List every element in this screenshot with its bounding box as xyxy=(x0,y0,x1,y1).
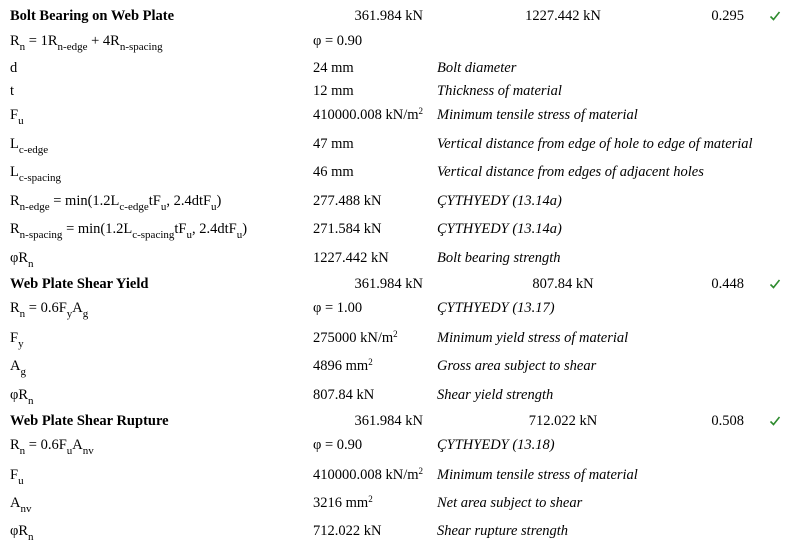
param-value: 12 mm xyxy=(313,83,354,99)
param-description: Bolt diameter xyxy=(437,60,517,76)
formula-label: $R_n = 0.6F_yA_g$ xyxy=(10,300,89,320)
param-description: Vertical distance from edges of adjacent holes xyxy=(437,164,704,180)
check-icon xyxy=(764,413,786,432)
param-symbol: $A_g$ xyxy=(10,358,26,378)
param-symbol: $F_u$ xyxy=(10,467,24,487)
result-symbol: $\varphi R_n$ xyxy=(10,523,34,543)
ratio-value: 0.508 xyxy=(711,413,744,429)
section-header-bolt-bearing xyxy=(0,8,806,30)
result-value: 712.022 kN xyxy=(313,523,382,539)
param-value: 3216 $mm^2$ xyxy=(313,494,373,511)
formula-label: $R_{n-edge} = \min(1.2L_{c-edge}tF_u$, 2.4dtF$_u$) xyxy=(10,193,222,213)
param-value: 47 mm xyxy=(313,136,354,152)
demand-value: 361.984 kN xyxy=(354,8,423,24)
param-symbol: $F_u$ xyxy=(10,107,24,127)
check-icon xyxy=(764,276,786,295)
formula-value: 277.488 kN xyxy=(313,193,382,209)
param-symbol: $A_{nv}$ xyxy=(10,495,32,515)
code-reference: ÇYTHYEDY (13.18) xyxy=(437,437,555,453)
code-reference: ÇYTHYEDY (13.17) xyxy=(437,300,555,316)
capacity-value: 1227.442 kN xyxy=(525,8,601,24)
demand-value: 361.984 kN xyxy=(354,276,423,292)
param-value: 46 mm xyxy=(313,164,354,180)
param-description: Vertical distance from edge of hole to edge of material xyxy=(437,136,753,152)
check-icon xyxy=(764,8,786,27)
ratio-value: 0.448 xyxy=(711,276,744,292)
formula-label: $R_{n-spacing} = \min(1.2L_{c-spacing}tF_u$, 2.4dtF$_u$) xyxy=(10,221,248,241)
param-description: Minimum tensile stress of material xyxy=(437,107,638,123)
section-title: Web Plate Shear Rupture xyxy=(10,413,169,429)
param-symbol: t xyxy=(10,83,15,99)
param-value: 410000.008 $kN/m^2$ xyxy=(313,106,424,123)
param-description: Thickness of material xyxy=(437,83,562,99)
param-symbol: $L_{c-spacing}$ xyxy=(10,164,62,184)
demand-value: 361.984 kN xyxy=(354,413,423,429)
phi-value: φ = 1.00 xyxy=(313,300,363,316)
param-value: 275000 $kN/m^2$ xyxy=(313,329,398,346)
result-value: 1227.442 kN xyxy=(313,250,389,266)
result-description: Shear rupture strength xyxy=(437,523,569,539)
param-symbol: d xyxy=(10,60,18,76)
param-value: 4896 $mm^2$ xyxy=(313,357,373,374)
param-description: Minimum tensile stress of material xyxy=(437,467,638,483)
code-reference: ÇYTHYEDY (13.14a) xyxy=(437,193,562,209)
phi-value: φ = 0.90 xyxy=(313,437,363,453)
phi-value: φ = 0.90 xyxy=(313,33,363,49)
ratio-value: 0.295 xyxy=(711,8,744,24)
formula-value: 271.584 kN xyxy=(313,221,382,237)
result-description: Shear yield strength xyxy=(437,387,554,403)
capacity-value: 807.84 kN xyxy=(532,276,594,292)
section-title: Web Plate Shear Yield xyxy=(10,276,149,292)
section-title: Bolt Bearing on Web Plate xyxy=(10,8,175,24)
param-description: Gross area subject to shear xyxy=(437,358,597,374)
param-value: 24 mm xyxy=(313,60,354,76)
formula-label: $R_n = 1R_{n-edge} + 4R_{n-spacing}$ xyxy=(10,33,163,53)
param-description: Net area subject to shear xyxy=(437,495,583,511)
capacity-value: 712.022 kN xyxy=(528,413,598,429)
result-description: Bolt bearing strength xyxy=(437,250,561,266)
param-symbol: $F_y$ xyxy=(10,330,24,350)
result-symbol: $\varphi R_n$ xyxy=(10,387,34,407)
code-reference: ÇYTHYEDY (13.14a) xyxy=(437,221,562,237)
param-description: Minimum yield stress of material xyxy=(437,330,629,346)
formula-label: $R_n = 0.6F_uA_{nv}$ xyxy=(10,437,94,457)
result-value: 807.84 kN xyxy=(313,387,375,403)
result-symbol: $\varphi R_n$ xyxy=(10,250,34,270)
param-value: 410000.008 $kN/m^2$ xyxy=(313,466,424,483)
param-symbol: $L_{c-edge}$ xyxy=(10,136,49,156)
